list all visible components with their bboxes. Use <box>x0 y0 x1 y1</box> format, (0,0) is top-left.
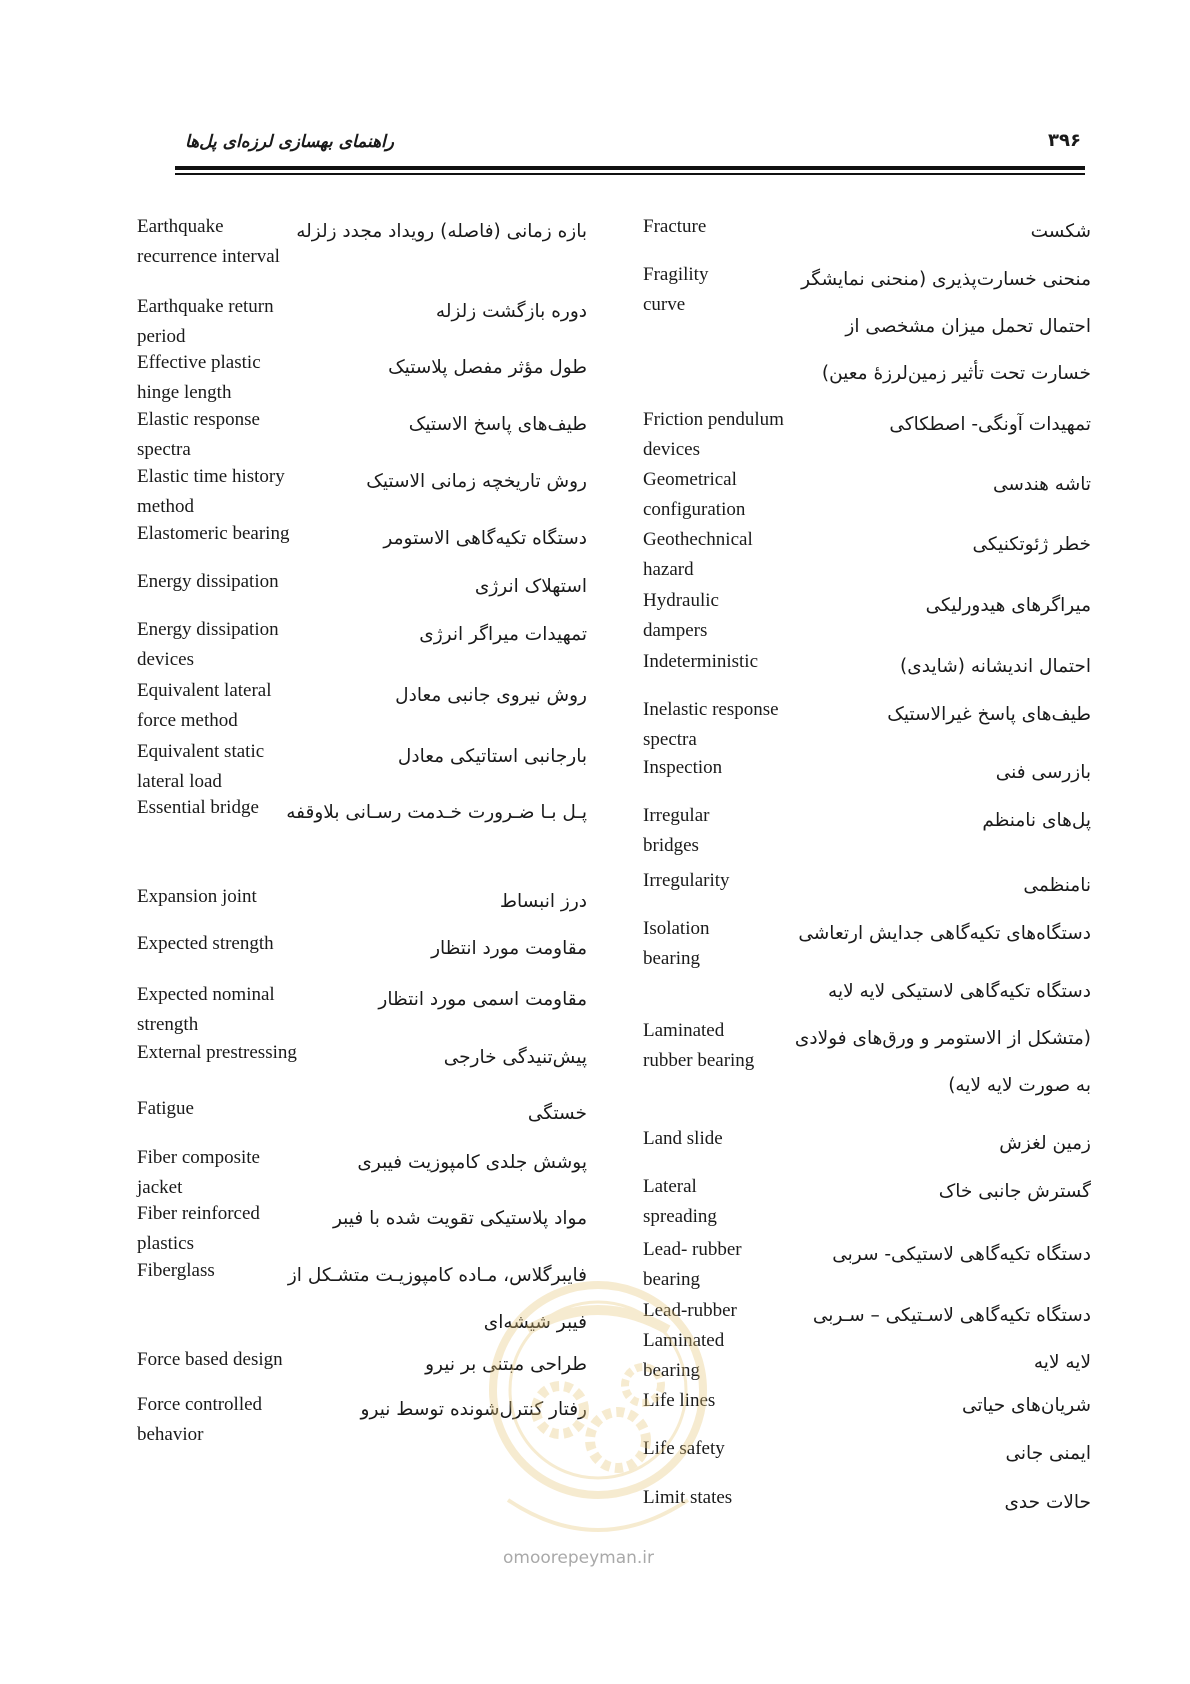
english-term: Laminated rubber bearing <box>643 1020 755 1071</box>
english-term: Limit states <box>643 1487 733 1508</box>
persian-term: ایمنی جانی <box>1005 1443 1091 1464</box>
english-term: Geothechnical hazard <box>643 529 753 580</box>
english-term: Life safety <box>643 1438 725 1459</box>
page-number: ۳۹۶ <box>1048 130 1081 151</box>
english-term: External prestressing <box>137 1042 297 1063</box>
persian-term: پل‌های نامنظم <box>982 810 1091 831</box>
persian-term: احتمال اندیشانه (شایدی) <box>900 656 1091 677</box>
persian-term: پـل بـا ضـرورت خـدمت رسـانی بلاوقفه <box>286 802 587 823</box>
persian-term: منحنی خسارت‌پذیری (منحنی نمایشگر احتمال تحمل میزان مشخصی از خسارت تحت تأثیر زمین‌لرزهٔ معین) <box>801 269 1091 384</box>
persian-term: خستگی <box>527 1103 587 1124</box>
persian-term: مقاومت اسمی مورد انتظار <box>378 989 587 1010</box>
running-title: راهنمای بهسازی لرزه‌ای پل‌ها <box>185 132 394 152</box>
english-term: Fracture <box>643 216 707 237</box>
english-term: Elastic time history method <box>137 466 285 517</box>
header-rule-thin <box>175 173 1085 175</box>
english-term: Expansion joint <box>137 886 257 907</box>
english-term: Geometrical configuration <box>643 469 746 520</box>
persian-term: دوره بازگشت زلزله <box>435 301 587 322</box>
glossary-column-right <box>643 206 1091 1536</box>
persian-term: پوشش جلدی کامپوزیت فیبری <box>357 1152 587 1173</box>
persian-term: بازرسی فنی <box>995 762 1091 783</box>
english-term: Lateral spreading <box>643 1176 717 1227</box>
english-term: Life lines <box>643 1390 716 1411</box>
english-term: Irregularity <box>643 870 730 891</box>
english-term: Energy dissipation devices <box>137 619 279 670</box>
english-term: Lead-rubber Laminated bearing <box>643 1300 737 1381</box>
english-term: Essential bridge <box>137 797 259 818</box>
persian-term: خطر ژئوتکنیکی <box>972 534 1091 555</box>
glossary-column-left <box>137 206 587 1536</box>
english-term: Fatigue <box>137 1098 194 1119</box>
english-term: Land slide <box>643 1128 723 1149</box>
header-rule-thick <box>175 166 1085 170</box>
english-term: Indeterministic <box>643 651 759 672</box>
persian-term: استهلاک انرژی <box>474 576 587 597</box>
persian-term: دستگاه‌های تکیه‌گاهی جدایش ارتعاشی <box>798 923 1091 944</box>
persian-term: دستگاه تکیه‌گاهی لاستیکی- سربی <box>832 1244 1091 1265</box>
persian-term: مقاومت مورد انتظار <box>431 938 587 959</box>
persian-term: روش تاریخچه زمانی الاستیک <box>366 471 587 492</box>
english-term: Energy dissipation <box>137 571 279 592</box>
english-term: Earthquake return period <box>137 296 274 347</box>
persian-term: میراگرهای هیدورلیکی <box>925 595 1091 616</box>
persian-term: مواد پلاستیکی تقویت شده با فیبر <box>332 1208 587 1229</box>
english-term: Expected nominal strength <box>137 984 275 1035</box>
english-term: Expected strength <box>137 933 274 954</box>
persian-term: فایبرگلاس، مـاده کامپوزیـت متشـکل از فیبر شیشه‌ای <box>287 1265 587 1333</box>
persian-term: بارجانبی استاتیکی معادل <box>397 746 587 767</box>
persian-term: طیف‌های پاسخ الاستیک <box>408 414 587 435</box>
persian-term: دستگاه تکیه‌گاهی الاستومر <box>383 528 587 549</box>
page-header <box>175 124 1085 180</box>
persian-term: دستگاه تکیه‌گاهی لاسـتیکی – سـربی لایه لایه <box>812 1305 1091 1373</box>
english-term: Elastic response spectra <box>137 409 260 460</box>
english-term: Force controlled behavior <box>137 1394 263 1445</box>
persian-term: دستگاه تکیه‌گاهی لاستیکی لایه لایه (متشکل از الاستومر و ورق‌های فولادی به صورت لایه لایه) <box>794 981 1091 1096</box>
persian-term: نامنظمی <box>1023 875 1091 896</box>
english-term: Fiber reinforced plastics <box>137 1203 260 1254</box>
english-term: Equivalent static lateral load <box>137 741 265 792</box>
persian-term: تاشه هندسی <box>992 474 1091 495</box>
persian-term: روش نیروی جانبی معادل <box>395 685 587 706</box>
persian-term: طراحی مبتنی بر نیرو <box>425 1354 587 1375</box>
english-term: Friction pendulum devices <box>643 409 784 460</box>
persian-term: شکست <box>1030 221 1091 242</box>
english-term: Isolation bearing <box>643 918 710 969</box>
persian-term: رفتار کنترل‌شونده توسط نیرو <box>360 1399 587 1420</box>
persian-term: زمین لغزش <box>999 1133 1091 1154</box>
persian-term: پیش‌تنیدگی خارجی <box>443 1047 587 1068</box>
persian-term: شریان‌های حیاتی <box>961 1395 1091 1416</box>
english-term: Lead- rubber bearing <box>643 1239 742 1290</box>
persian-term: درز انبساط <box>499 891 587 912</box>
english-term: Effective plastic hinge length <box>137 352 261 403</box>
english-term: Force based design <box>137 1349 283 1370</box>
english-term: Inelastic response spectra <box>643 699 779 750</box>
english-term: Inspection <box>643 757 723 778</box>
english-term: Elastomeric bearing <box>137 523 290 544</box>
english-term: Fiber composite jacket <box>137 1147 260 1198</box>
persian-term: حالات حدی <box>1004 1492 1091 1513</box>
english-term: Fiberglass <box>137 1260 215 1281</box>
english-term: Equivalent lateral force method <box>137 680 272 731</box>
english-term: Earthquake recurrence interval <box>137 216 280 267</box>
persian-term: تمهیدات میراگر انرژی <box>419 624 587 645</box>
watermark-url: omoorepeyman.ir <box>503 1548 655 1568</box>
persian-term: بازه زمانی (فاصله) رویداد مجدد زلزله <box>296 221 587 242</box>
english-term: Fragility curve <box>643 264 709 315</box>
english-term: Irregular bridges <box>643 805 710 856</box>
persian-term: تمهیدات آونگی- اصطکاکی <box>889 414 1091 435</box>
persian-term: طیف‌های پاسخ غیرالاستیک <box>887 704 1091 725</box>
english-term: Hydraulic dampers <box>643 590 719 641</box>
persian-term: گسترش جانبی خاک <box>938 1181 1091 1202</box>
persian-term: طول مؤثر مفصل پلاستیک <box>388 357 587 378</box>
